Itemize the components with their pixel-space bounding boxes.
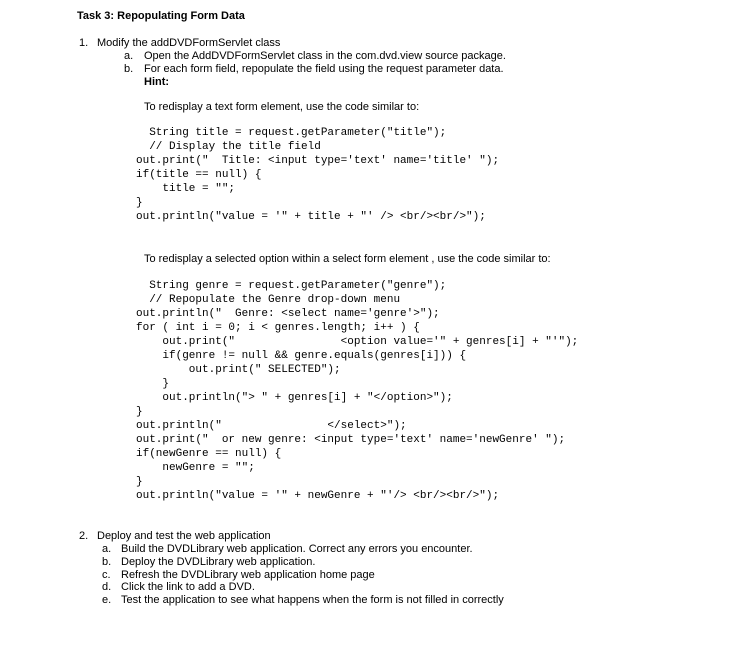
code-line: newGenre = ""; [136, 462, 255, 474]
step-1a-text: Open the AddDVDFormServlet class in the com.dvd.view source package. [144, 50, 506, 62]
code-line: title = ""; [136, 183, 236, 195]
step-2d-letter: d. [102, 581, 112, 593]
step-2-number: 2. [79, 530, 89, 542]
code-line: out.print(" Title: <input type='text' name='title' "); [136, 155, 500, 167]
code-block-text-field [136, 126, 499, 224]
step-2-text: Deploy and test the web application [97, 530, 271, 542]
code-line: if(newGenre == null) { [136, 448, 282, 460]
step-2b-letter: b. [102, 556, 112, 568]
step-2a-letter: a. [102, 543, 112, 555]
code-line: out.println("value = '" + title + "' /> <br/><br/>"); [136, 211, 486, 223]
code-line: out.println("value = '" + newGenre + "'/> <br/><br/>"); [136, 490, 500, 502]
code-line: out.println("> " + genres[i] + "</option>"); [136, 392, 453, 404]
text-element-intro: To redisplay a text form element, use the code similar to: [144, 101, 420, 113]
code-line: out.print(" SELECTED"); [136, 364, 341, 376]
code-line: // Display the title field [136, 141, 321, 153]
step-2c-text: Refresh the DVDLibrary web application home page [121, 569, 375, 581]
step-2b-text: Deploy the DVDLibrary web application. [121, 556, 316, 568]
code-line: out.println(" </select>"); [136, 420, 407, 432]
code-line: out.print(" <option value='" + genres[i] + "'"); [136, 336, 579, 348]
step-1-number: 1. [79, 37, 89, 49]
select-element-intro: To redisplay a selected option within a select form element , use the code similar to: [144, 253, 551, 265]
code-line: } [136, 406, 143, 418]
code-block-select [136, 279, 578, 503]
hint-label: Hint: [144, 76, 170, 88]
task-heading: Task 3: Repopulating Form Data [77, 10, 245, 22]
step-2e-letter: e. [102, 594, 112, 606]
code-line: String title = request.getParameter("title"); [136, 127, 447, 139]
code-line: out.print(" or new genre: <input type='text' name='newGenre' "); [136, 434, 566, 446]
step-1b-text: For each form field, repopulate the field using the request parameter data. [144, 63, 504, 75]
step-1a-letter: a. [124, 50, 134, 62]
code-line: } [136, 197, 143, 209]
step-2a-text: Build the DVDLibrary web application. Correct any errors you encounter. [121, 543, 473, 555]
step-1b-letter: b. [124, 63, 134, 75]
step-2c-letter: c. [102, 569, 111, 581]
code-line: // Repopulate the Genre drop-down menu [136, 294, 401, 306]
step-2d-text: Click the link to add a DVD. [121, 581, 255, 593]
code-line: } [136, 378, 170, 390]
code-line: out.println(" Genre: <select name='genre'>"); [136, 308, 440, 320]
code-line: String genre = request.getParameter("genre"); [136, 280, 447, 292]
code-line: if(genre != null && genre.equals(genres[i])) { [136, 350, 467, 362]
code-line: } [136, 476, 143, 488]
step-2e-text: Test the application to see what happens when the form is not filled in correctly [121, 594, 504, 606]
code-line: for ( int i = 0; i < genres.length; i++ ) { [136, 322, 420, 334]
step-1-text: Modify the addDVDFormServlet class [97, 37, 281, 49]
code-line: if(title == null) { [136, 169, 262, 181]
